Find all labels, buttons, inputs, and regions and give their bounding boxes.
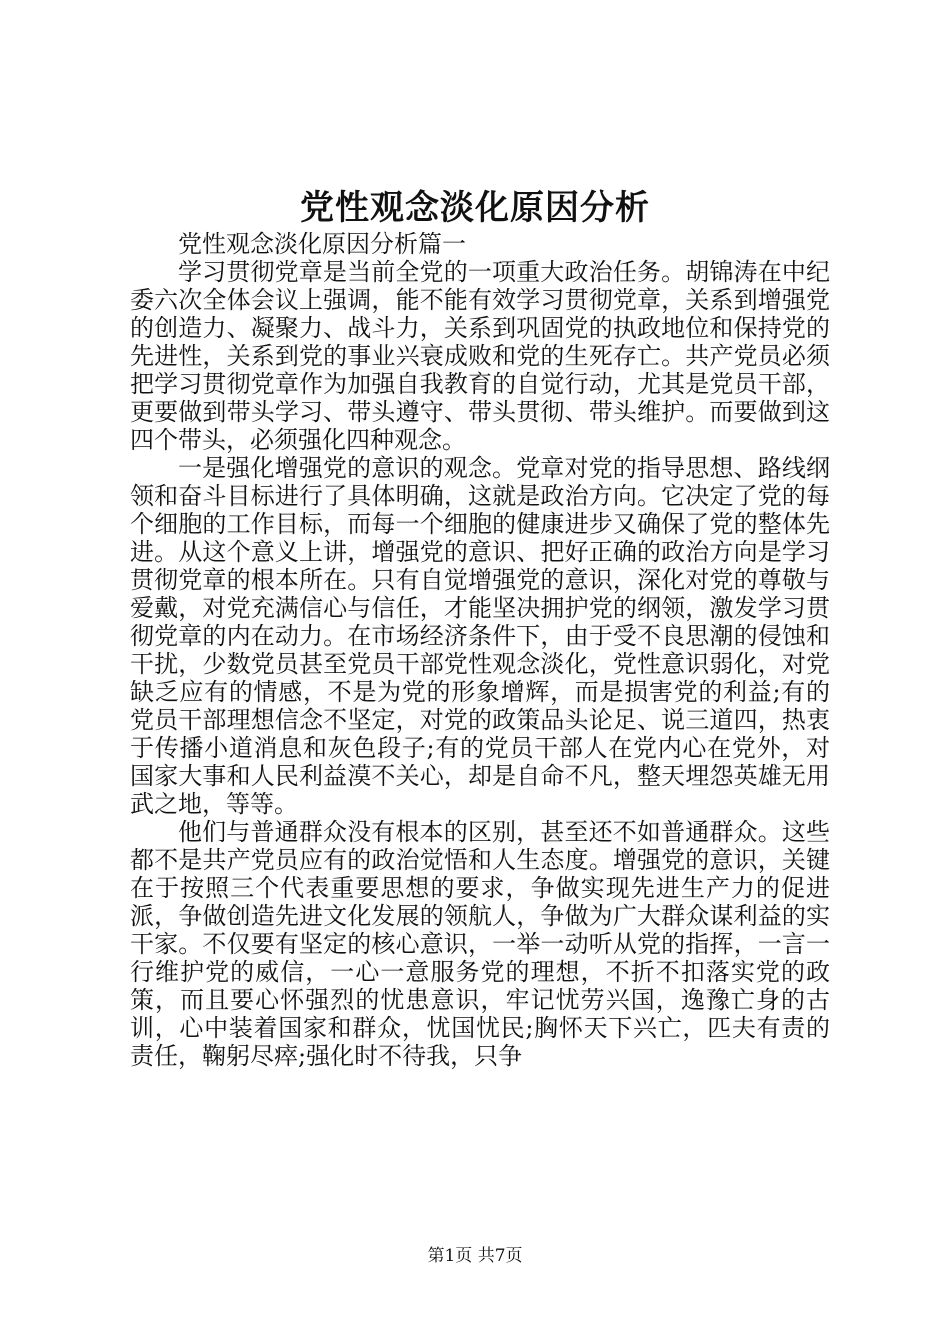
document-body [130, 230, 830, 1070]
paragraph: 学习贯彻党章是当前全党的一项重大政治任务。胡锦涛在中纪委六次全体会议上强调，能不能有效学习贯彻党章，关系到增强党的创造力、凝聚力、战斗力，关系到巩固党的执政地位和保持党的先进性，关系到党的事业兴衰成败和党的生死存亡。共产党员必须把学习贯彻党章作为加强自我教育的自觉行动，尤其是党员干部，更要做到带头学习、带头遵守、带头贯彻、带头维护。而要做到这四个带头，必须强化四种观念。 [130, 258, 830, 454]
section-heading: 党性观念淡化原因分析篇一 [178, 230, 466, 258]
page-number-footer: 第1页 共7页 [427, 1246, 523, 1266]
paragraph: 他们与普通群众没有根本的区别，甚至还不如普通群众。这些都不是共产党员应有的政治觉悟和人生态度。增强党的意识，关键在于按照三个代表重要思想的要求，争做实现先进生产力的促进派，争做创造先进文化发展的领航人，争做为广大群众谋利益的实干家。不仅要有坚定的核心意识，一举一动听从党的指挥，一言一行维护党的威信，一心一意服务党的理想，不折不扣落实党的政策，而且要心怀强烈的忧患意识，牢记忧劳兴国，逸豫亡身的古训，心中装着国家和群众，忧国忧民;胸怀天下兴亡，匹夫有责的责任，鞠躬尽瘁;强化时不待我，只争 [130, 818, 830, 1070]
paragraph: 一是强化增强党的意识的观念。党章对党的指导思想、路线纲领和奋斗目标进行了具体明确，这就是政治方向。它决定了党的每个细胞的工作目标，而每一个细胞的健康进步又确保了党的整体先进。从这个意义上讲，增强党的意识、把好正确的政治方向是学习贯彻党章的根本所在。只有自觉增强党的意识，深化对党的尊敬与爱戴，对党充满信心与信任，才能坚决拥护党的纲领，激发学习贯彻党章的内在动力。在市场经济条件下，由于受不良思潮的侵蚀和干扰，少数党员甚至党员干部党性观念淡化，党性意识弱化，对党缺乏应有的情感，不是为党的形象增辉，而是损害党的利益;有的党员干部理想信念不坚定，对党的政策品头论足、说三道四，热衷于传播小道消息和灰色段子;有的党员干部人在党内心在党外，对国家大事和人民利益漠不关心，却是自命不凡，整天埋怨英雄无用武之地，等等。 [130, 454, 830, 818]
document-title: 党性观念淡化原因分析 [300, 188, 650, 228]
